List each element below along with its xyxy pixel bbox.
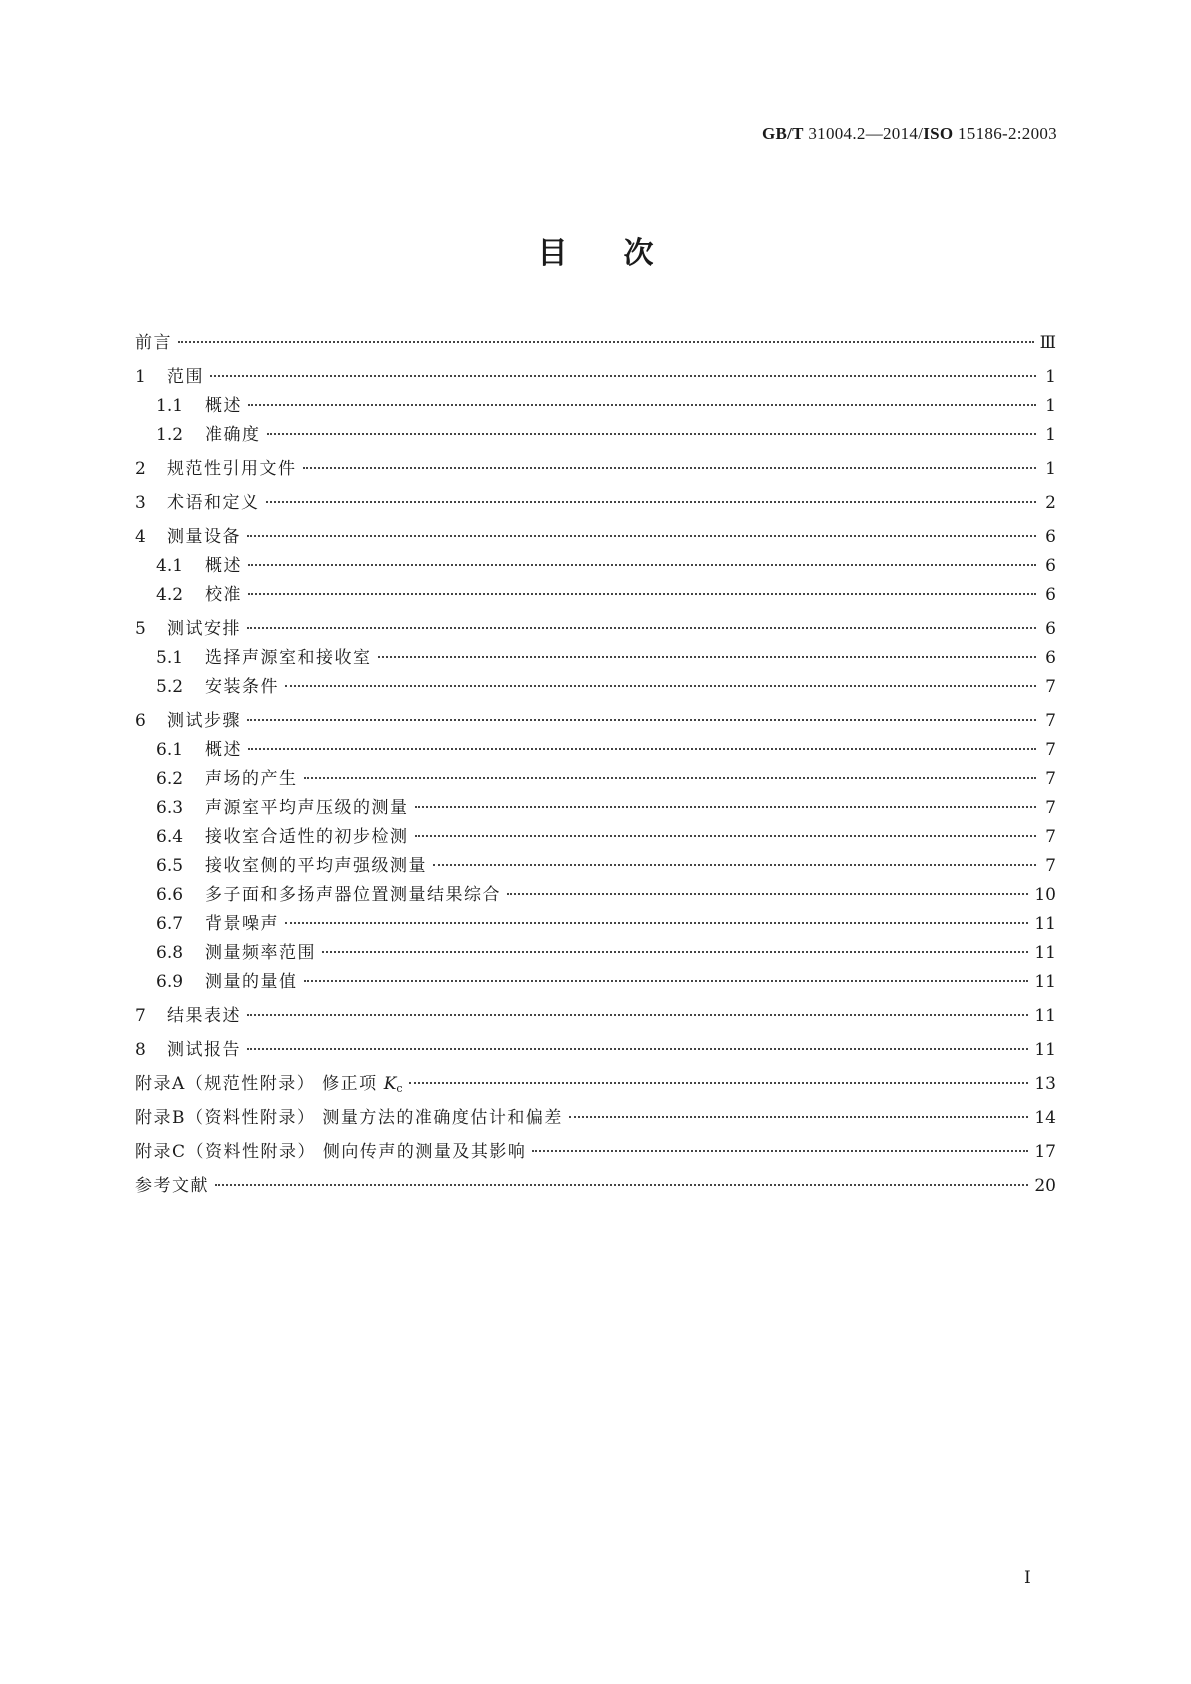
toc-leader-dots: [433, 864, 1036, 866]
toc-entry-page: 7: [1045, 827, 1056, 847]
toc-entry-number: 6.1: [156, 740, 184, 760]
toc-entry-number: 6.5: [156, 856, 184, 876]
toc-entry[interactable]: [135, 1035, 1056, 1059]
toc-entry-page: 7: [1045, 740, 1056, 760]
toc-entry[interactable]: [135, 967, 1056, 991]
toc-entry-number: 5.2: [156, 677, 184, 697]
toc-entry-number: 1.1: [156, 396, 184, 416]
toc-entry-number: 7: [135, 1006, 146, 1026]
toc-entry-page: 7: [1045, 769, 1056, 789]
toc-entry[interactable]: [135, 362, 1056, 386]
toc-entry-page: 14: [1034, 1108, 1056, 1128]
standard-code-gb-number: 31004.2—2014/: [803, 124, 924, 143]
toc-entry-page: 13: [1034, 1074, 1056, 1094]
toc-entry-label: 安装条件: [205, 677, 279, 697]
toc-entry[interactable]: [135, 793, 1056, 817]
toc-entry-label: 声源室平均声压级的测量: [205, 798, 409, 818]
toc-leader-dots: [378, 656, 1037, 658]
toc-entry-number: 6.4: [156, 827, 184, 847]
toc-entry-page: Ⅲ: [1039, 333, 1056, 353]
page-title: 目次: [537, 236, 710, 271]
toc-entry-label: 测试报告: [167, 1040, 241, 1060]
toc-entry-number: 6.7: [156, 914, 184, 934]
kc-symbol-subscript: c: [396, 1082, 403, 1095]
toc-leader-dots: [285, 685, 1036, 687]
toc-entry-page: 2: [1045, 493, 1056, 513]
toc-entry[interactable]: [135, 391, 1056, 415]
toc-entry[interactable]: [135, 706, 1056, 730]
toc-entry-page: 11: [1034, 943, 1056, 963]
toc-entry-number: 6.2: [156, 769, 184, 789]
page-number: I: [1024, 1568, 1031, 1588]
toc-leader-dots: [210, 375, 1036, 377]
toc-entry[interactable]: [135, 454, 1056, 478]
toc-entry-page: 17: [1034, 1142, 1056, 1162]
toc-entry-number: 4.2: [156, 585, 184, 605]
toc-leader-dots: [303, 467, 1037, 469]
toc-entry-label: 准确度: [205, 425, 261, 445]
toc-entry-label: 结果表述: [167, 1006, 241, 1026]
toc-entry-label: 测试安排: [167, 619, 241, 639]
toc-leader-dots: [178, 341, 1034, 343]
toc-leader-dots: [247, 1048, 1028, 1050]
toc-entry[interactable]: [135, 1171, 1056, 1195]
toc-leader-dots: [247, 1014, 1028, 1016]
kc-symbol-k: K: [383, 1074, 397, 1094]
toc-entry-page: 11: [1034, 914, 1056, 934]
toc-leader-dots: [569, 1116, 1028, 1118]
toc-entry-label: 概述: [205, 556, 242, 576]
toc-entry-page: 6: [1045, 648, 1056, 668]
toc-entry-label: 接收室合适性的初步检测: [205, 827, 409, 847]
toc-entry[interactable]: [135, 880, 1056, 904]
toc-entry[interactable]: [135, 488, 1056, 512]
toc-entry-number: 5: [135, 619, 146, 639]
toc-entry-label: 校准: [205, 585, 242, 605]
toc-entry[interactable]: [135, 1069, 1056, 1093]
toc-entry-label: 规范性引用文件: [167, 459, 297, 479]
toc-entry-label: 前言: [135, 333, 172, 353]
standard-code: [762, 124, 1057, 144]
toc-entry-number: 1: [135, 367, 146, 387]
toc-entry[interactable]: [135, 764, 1056, 788]
toc-entry[interactable]: [135, 1103, 1056, 1127]
toc-entry[interactable]: [135, 551, 1056, 575]
toc-entry-label: 参考文献: [135, 1176, 209, 1196]
toc-entry-label: 附录C（资料性附录） 侧向传声的测量及其影响: [135, 1142, 527, 1162]
toc-leader-dots: [247, 627, 1036, 629]
toc-entry-number: 8: [135, 1040, 146, 1060]
toc-leader-dots: [267, 433, 1037, 435]
toc-entry-page: 6: [1045, 619, 1056, 639]
toc-entry-page: 7: [1045, 798, 1056, 818]
toc-entry-page: 6: [1045, 527, 1056, 547]
toc-entry-number: 6.8: [156, 943, 184, 963]
toc-leader-dots: [248, 404, 1036, 406]
toc-entry-number: 5.1: [156, 648, 184, 668]
standard-code-gb: GB/T: [761, 124, 804, 143]
toc-entry[interactable]: [135, 643, 1056, 667]
toc-entry[interactable]: [135, 1001, 1056, 1025]
toc-entry-number: 6.9: [156, 972, 184, 992]
toc-entry-number: 2: [135, 459, 146, 479]
toc-entry[interactable]: [135, 580, 1056, 604]
toc-entry-page: 10: [1034, 885, 1056, 905]
toc-entry-page: 1: [1045, 396, 1056, 416]
toc-entry-page: 6: [1045, 585, 1056, 605]
toc-entry-label: 测量频率范围: [205, 943, 316, 963]
toc-entry-number: 4: [135, 527, 146, 547]
toc-leader-dots: [415, 806, 1037, 808]
toc-entry-label: 测量设备: [167, 527, 241, 547]
toc-entry-label: 概述: [205, 396, 242, 416]
toc-entry[interactable]: [135, 522, 1056, 546]
toc-leader-dots: [304, 777, 1037, 779]
toc-entry[interactable]: [135, 328, 1056, 352]
toc-leader-dots: [266, 501, 1037, 503]
toc-leader-dots: [248, 564, 1036, 566]
toc-entry[interactable]: [135, 735, 1056, 759]
toc-entry[interactable]: [135, 614, 1056, 638]
toc-leader-dots: [304, 980, 1029, 982]
toc-entry-label: 背景噪声: [205, 914, 279, 934]
toc-leader-dots: [215, 1184, 1028, 1186]
toc-entry-label: 术语和定义: [167, 493, 260, 513]
toc-leader-dots: [248, 748, 1036, 750]
toc-leader-dots: [409, 1082, 1029, 1084]
toc-entry-number: 6.6: [156, 885, 184, 905]
toc-entry-page: 7: [1045, 677, 1056, 697]
toc-entry[interactable]: [135, 822, 1056, 846]
toc-leader-dots: [285, 922, 1028, 924]
toc-entry-number: 4.1: [156, 556, 184, 576]
toc-entry-number: 6: [135, 711, 146, 731]
toc-entry-label: 测量的量值: [205, 972, 298, 992]
toc-leader-dots: [247, 535, 1036, 537]
toc-leader-dots: [247, 719, 1036, 721]
toc-entry-label: 选择声源室和接收室: [205, 648, 372, 668]
toc-entry-label: 范围: [167, 367, 204, 387]
toc-leader-dots: [322, 951, 1028, 953]
toc-entry-label: 测试步骤: [167, 711, 241, 731]
toc-entry-label: 接收室侧的平均声强级测量: [205, 856, 427, 876]
toc-entry-page: 6: [1045, 556, 1056, 576]
toc-entry-page: 7: [1045, 711, 1056, 731]
toc-entry[interactable]: [135, 909, 1056, 933]
toc-leader-dots: [248, 593, 1036, 595]
toc-entry-page: 11: [1034, 1006, 1056, 1026]
toc-entry[interactable]: [135, 938, 1056, 962]
toc-leader-dots: [507, 893, 1028, 895]
toc-entry-page: 1: [1045, 367, 1056, 387]
toc-entry-label: 概述: [205, 740, 242, 760]
toc-entry-label: 附录A（规范性附录） 修正项: [135, 1074, 378, 1094]
toc-entry-number: 6.3: [156, 798, 184, 818]
toc-entry-page: 1: [1045, 459, 1056, 479]
toc-entry-page: 11: [1034, 1040, 1056, 1060]
toc-entry-number: 1.2: [156, 425, 184, 445]
toc-entry[interactable]: [135, 420, 1056, 444]
toc-entry[interactable]: [135, 672, 1056, 696]
toc-entry-label: 附录B（资料性附录） 测量方法的准确度估计和偏差: [135, 1108, 563, 1128]
toc-entry-page: 11: [1034, 972, 1056, 992]
standard-code-iso: ISO: [923, 124, 954, 143]
toc-entry-page: 7: [1045, 856, 1056, 876]
toc-entry-label: 声场的产生: [205, 769, 298, 789]
toc-entry-page: 20: [1034, 1176, 1056, 1196]
kc-symbol: [384, 1074, 403, 1095]
toc-entry-page: 1: [1045, 425, 1056, 445]
toc-entry-label: 多子面和多扬声器位置测量结果综合: [205, 885, 501, 905]
toc-leader-dots: [415, 835, 1037, 837]
standard-code-iso-number: 15186-2:2003: [953, 124, 1057, 143]
toc-entry-number: 3: [135, 493, 146, 513]
toc-entry[interactable]: [135, 1137, 1056, 1161]
toc-leader-dots: [532, 1150, 1028, 1152]
toc-entry[interactable]: [135, 851, 1056, 875]
